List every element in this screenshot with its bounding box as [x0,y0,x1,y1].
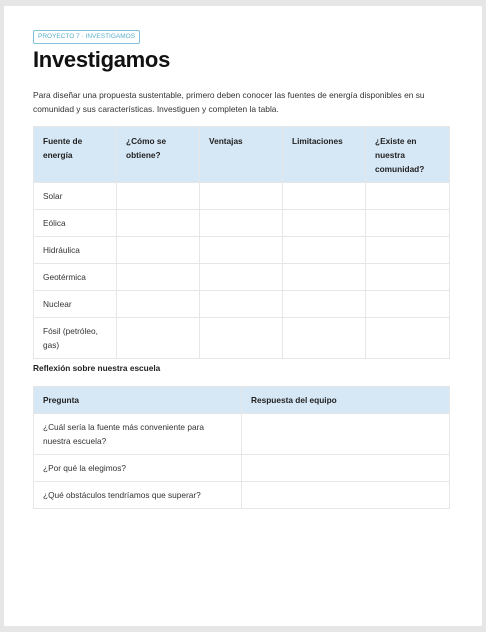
answer-cell[interactable] [242,455,450,482]
page-title: Investigamos [33,47,171,72]
answer-cell[interactable] [200,237,283,264]
table-row [34,455,450,482]
answer-cell[interactable] [366,291,450,318]
column-header-how-obtained: ¿Cómo se obtiene? [117,127,200,183]
answer-cell[interactable] [242,414,450,455]
column-header-question: Pregunta [34,387,242,414]
answer-cell[interactable] [366,264,450,291]
question-cell: ¿Por qué la elegimos? [34,455,242,482]
row-label-geothermal: Geotérmica [34,264,117,291]
answer-cell[interactable] [366,318,450,359]
project-tag: PROYECTO 7 · INVESTIGAMOS [33,30,140,44]
answer-cell[interactable] [283,318,366,359]
row-label-solar: Solar [34,183,117,210]
answer-cell[interactable] [200,264,283,291]
column-header-source: Fuente de energía [34,127,117,183]
table-header-row [34,387,450,414]
answer-cell[interactable] [366,210,450,237]
table-row [34,318,450,359]
table-row [34,482,450,509]
table-row [34,183,450,210]
answer-cell[interactable] [200,210,283,237]
column-header-team-answer: Respuesta del equipo [242,387,450,414]
intro-paragraph: Para diseñar una propuesta sustentable, primero deben conocer las fuentes de energía disponibles en su comunidad y sus características. Investiguen y completen la tabla. [33,90,425,114]
row-label-hydro: Hidráulica [34,237,117,264]
table-row [34,210,450,237]
reflection-table [33,386,450,509]
answer-cell[interactable] [117,183,200,210]
answer-cell[interactable] [200,291,283,318]
table-row [34,237,450,264]
worksheet-page [4,6,482,626]
table-header-row [34,127,450,183]
answer-cell[interactable] [117,210,200,237]
energy-sources-table [33,126,450,359]
row-label-nuclear: Nuclear [34,291,117,318]
answer-cell[interactable] [366,183,450,210]
answer-cell[interactable] [283,210,366,237]
answer-cell[interactable] [117,291,200,318]
answer-cell[interactable] [283,183,366,210]
column-header-exists-in-community: ¿Existe en nuestra comunidad? [366,127,450,183]
table-row [34,291,450,318]
answer-cell[interactable] [117,318,200,359]
answer-cell[interactable] [200,318,283,359]
answer-cell[interactable] [200,183,283,210]
answer-cell[interactable] [117,264,200,291]
column-header-advantages: Ventajas [200,127,283,183]
row-label-fossil: Fósil (petróleo, gas) [34,318,117,359]
question-cell: ¿Cuál sería la fuente más conveniente para nuestra escuela? [34,414,242,455]
question-cell: ¿Qué obstáculos tendríamos que superar? [34,482,242,509]
row-label-wind: Eólica [34,210,117,237]
answer-cell[interactable] [283,237,366,264]
answer-cell[interactable] [117,237,200,264]
table-row [34,414,450,455]
table-row [34,264,450,291]
answer-cell[interactable] [366,237,450,264]
answer-cell[interactable] [283,264,366,291]
answer-cell[interactable] [242,482,450,509]
reflection-heading: Reflexión sobre nuestra escuela [33,363,161,373]
answer-cell[interactable] [283,291,366,318]
column-header-limitations: Limitaciones [283,127,366,183]
